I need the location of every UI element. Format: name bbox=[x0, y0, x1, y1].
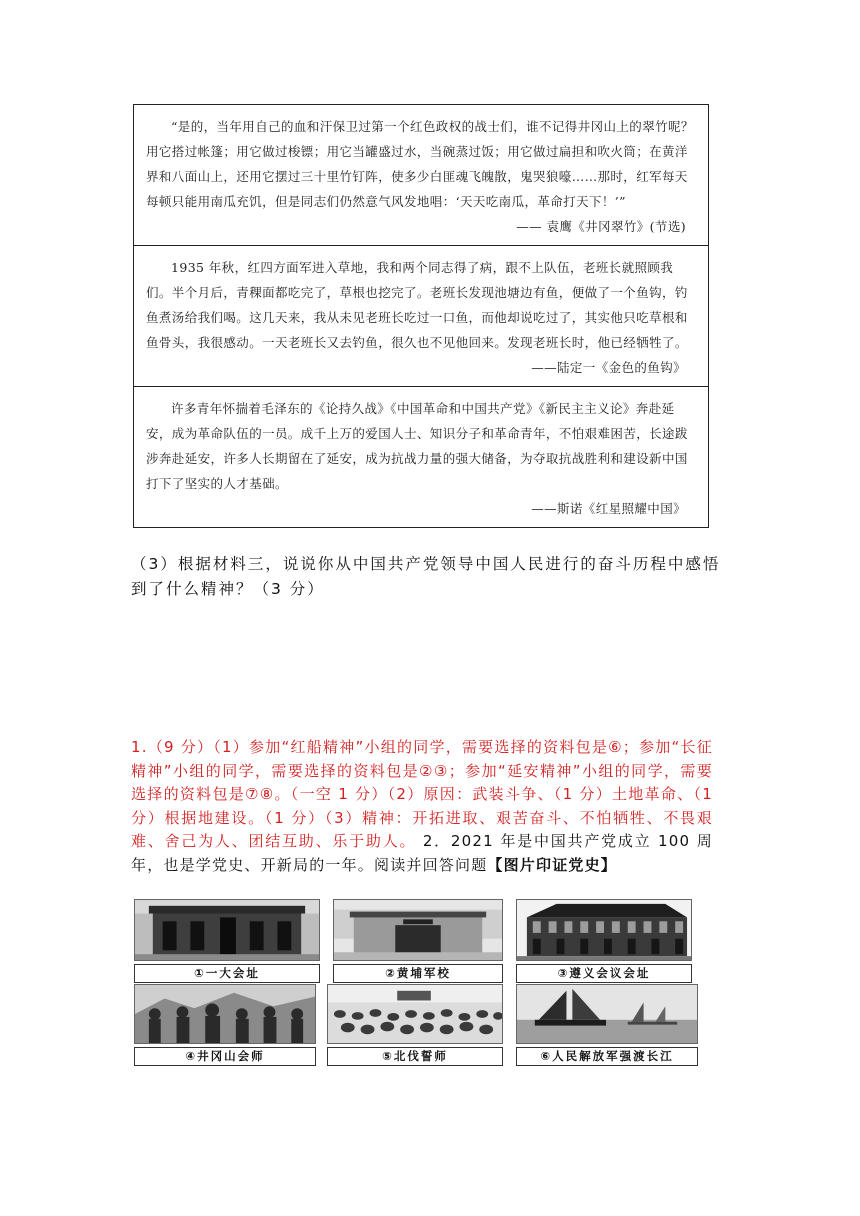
photo-item-5 bbox=[327, 984, 503, 1066]
material-3-text: 许多青年怀揣着毛泽东的《论持久战》《中国革命和中国共产党》《新民主主义论》奔赴延安，成为革命队伍的一员。成千上万的爱国人士、知识分子和革命青年，不怕艰难困苦，长途跋涉奔赴延安，许多人长期留在了延安，成为抗战力量的强大储备，为夺取抗战胜利和建设新中国打下了坚实的人才基础。 bbox=[146, 401, 688, 491]
photo-caption-4: ④井冈山会师 bbox=[134, 1047, 316, 1066]
colonial-building-photo bbox=[516, 899, 692, 961]
materials-table bbox=[133, 104, 709, 528]
photo-item-1 bbox=[134, 899, 320, 983]
section-title: 【图片印证党史】 bbox=[487, 855, 618, 874]
photo-caption-2: ②黄埔军校 bbox=[333, 964, 503, 983]
photo-item-6 bbox=[516, 984, 698, 1066]
material-2 bbox=[134, 245, 708, 386]
historic-building-photo bbox=[134, 899, 320, 961]
photo-caption-5: ⑤北伐誓师 bbox=[327, 1047, 503, 1066]
photo-item-4 bbox=[134, 984, 316, 1066]
next-question-intro: 2．2021 年是中国共产党成立 100 周年，也是学党史、开新局的一年。阅读并回答问题 bbox=[131, 832, 713, 874]
material-1-text: “是的，当年用自己的血和汗保卫过第一个红色政权的战士们，谁不记得井冈山上的翠竹呢？用它搭过帐篷；用它做过梭镖；用它当罐盛过水，当碗蒸过饭；用它做过扁担和吹火筒；在黄洋界和八面山上，还用它摆过三十里竹钉阵，使多少白匪魂飞魄散，鬼哭狼嚎……那时，红军每天每顿只能用南瓜充饥，但是同志们仍然意气风发地唱：‘天天吃南瓜，革命打天下！’” bbox=[146, 119, 694, 209]
school-gate-photo bbox=[333, 899, 503, 961]
answer-block bbox=[131, 736, 713, 877]
photo-item-3 bbox=[516, 899, 692, 983]
material-3-source: ——斯诺《红星照耀中国》 bbox=[531, 501, 686, 516]
question-3: （3）根据材料三，说说你从中国共产党领导中国人民进行的奋斗历程中感悟到了什么精神？（3 分） bbox=[131, 555, 721, 598]
answer-text: 1.（9 分）（1）参加“红船精神”小组的同学，需要选择的资料包是⑥；参加“长征精神”小组的同学，需要选择的资料包是②③；参加“延安精神”小组的同学，需要选择的资料包是⑦⑧。（一空 1 分）（2）原因：武装斗争、（1 分）土地革命、（1 分）根据地建设。（1 分）（3）精神：开拓进取、艰苦奋斗、不怕牺牲、不畏艰难、舍己为人、团结互助、乐于助人。 bbox=[131, 738, 713, 850]
sailboat-photo bbox=[516, 984, 698, 1044]
crowd-photo bbox=[134, 984, 316, 1044]
photo-caption-1: ①一大会址 bbox=[134, 964, 320, 983]
photo-item-2 bbox=[333, 899, 503, 983]
material-1-source: —— 袁鹰《井冈翠竹》(节选) bbox=[516, 219, 686, 234]
material-2-text: 1935 年秋，红四方面军进入草地，我和两个同志得了病，跟不上队伍，老班长就照顾我们。半个月后，青稞面都吃完了，草根也挖完了。老班长发现池塘边有鱼，便做了一个鱼钩，钓鱼煮汤给我们喝。这几天来，我从未见老班长吃过一口鱼，而他却说吃过了，其实他只吃草根和鱼骨头，我很感动。一天老班长又去钓鱼，很久也不见他回来。发现老班长时，他已经牺牲了。 bbox=[146, 260, 688, 350]
material-3 bbox=[134, 386, 708, 527]
photo-caption-6: ⑥人民解放军强渡长江 bbox=[516, 1047, 698, 1066]
material-2-source: ——陆定一《金色的鱼钩》 bbox=[531, 360, 686, 375]
photo-caption-3: ③遵义会议会址 bbox=[516, 964, 692, 983]
rally-photo bbox=[327, 984, 503, 1044]
material-1 bbox=[134, 105, 708, 245]
